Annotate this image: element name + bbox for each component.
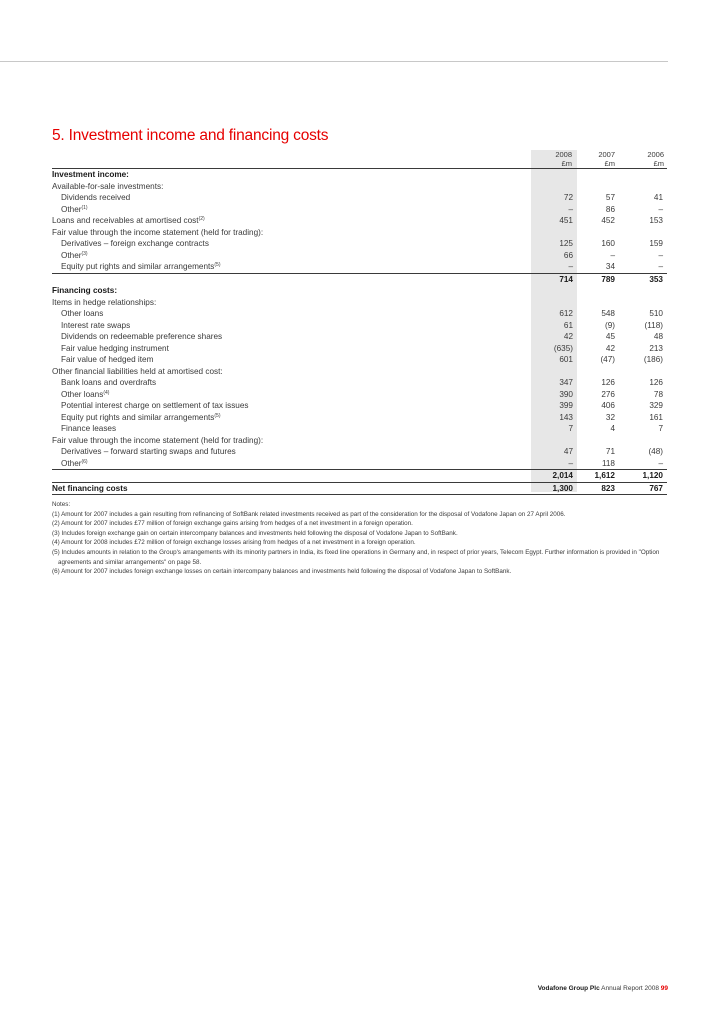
value-2008 <box>531 227 577 239</box>
notes-heading: Notes: <box>52 501 71 508</box>
table-row <box>52 366 667 378</box>
row-label <box>52 308 531 320</box>
value-2007: 823 <box>577 482 619 495</box>
value-2008: 612 <box>559 309 573 318</box>
table-row <box>52 423 667 435</box>
row-label <box>52 377 531 389</box>
row-label-text: Available-for-sale investments: <box>52 181 164 191</box>
row-label <box>52 366 531 378</box>
note-item: (2) Amount for 2007 includes £77 million of foreign exchange gains arising from hedges of a net investment in a foreign operation. <box>52 520 413 528</box>
value-2007: 118 <box>601 458 615 468</box>
table-row <box>52 308 667 320</box>
value-2006 <box>619 435 667 447</box>
value-2008: 66 <box>563 250 573 260</box>
row-label-text: Fair value of hedged item <box>61 355 154 364</box>
financial-table <box>52 168 667 495</box>
table-row <box>52 181 667 193</box>
row-label <box>52 435 531 447</box>
row-label-text: Other <box>61 204 82 214</box>
row-label-text: Financing costs: <box>52 286 118 295</box>
value-2008: 72 <box>563 193 573 202</box>
value-2007: 160 <box>601 239 615 248</box>
column-unit: £m <box>653 159 664 168</box>
footnote-marker: (2) <box>198 216 205 222</box>
value-2006: 153 <box>649 216 663 225</box>
row-label-text: Derivatives – forward starting swaps and futures <box>61 447 236 456</box>
value-2007: (47) <box>600 355 615 364</box>
footnote-marker: (3) <box>81 250 88 257</box>
column-unit: £m <box>604 159 615 168</box>
value-2008: – <box>568 262 573 271</box>
table-row <box>52 250 667 262</box>
row-label-text: Net financing costs <box>52 483 128 493</box>
value-2007: 126 <box>601 378 615 387</box>
value-2006: 767 <box>619 482 667 495</box>
row-label <box>52 169 531 181</box>
value-2007: – <box>610 250 615 260</box>
financial-table-body <box>52 169 667 495</box>
table-row <box>52 331 667 343</box>
value-2006 <box>619 285 667 297</box>
row-label-text: Derivatives – foreign exchange contracts <box>61 239 209 248</box>
value-2007: 34 <box>605 262 615 271</box>
note-item: (1) Amount for 2007 includes a gain resulting from refinancing of SoftBank related investments received as part of the consideration for the disposal of Vodafone Japan on 27 April 2006. <box>52 510 566 518</box>
row-label-text: Equity put rights and similar arrangements <box>61 412 215 422</box>
note-item: (5) Includes amounts in relation to the Group's arrangements with its minority partners in India, its fixed line operations in Germany and, in respect of prior years, Telecom Egypt. Further information is provided in "Option agreements and similar arrangements" on page 58. <box>52 548 660 566</box>
row-label-text: Potential interest charge on settlement of tax issues <box>61 401 249 410</box>
table-row <box>52 261 667 273</box>
section-header-row <box>52 285 667 297</box>
value-2006: – <box>658 262 663 271</box>
row-label <box>52 192 531 204</box>
row-label <box>52 204 531 216</box>
row-label-text: Other financial liabilities held at amortised cost: <box>52 366 223 376</box>
value-2006 <box>619 169 667 181</box>
footer-brand: Vodafone Group Plc <box>537 985 600 992</box>
value-2006: 126 <box>649 378 663 387</box>
footnote-marker: (5) <box>214 262 221 268</box>
value-2006 <box>619 297 667 309</box>
footnote-marker: (5) <box>214 412 221 419</box>
row-label-text: Finance leases <box>61 424 117 433</box>
row-label-text: Dividends on redeemable preference shares <box>61 332 223 341</box>
row-label <box>52 227 531 239</box>
value-2006: 7 <box>658 424 663 433</box>
section-title: 5. Investment income and financing costs <box>52 127 329 144</box>
table-row <box>52 192 667 204</box>
table-row <box>52 377 667 389</box>
column-year: 2006 <box>647 150 664 159</box>
row-label <box>52 285 531 297</box>
value-2006: 329 <box>649 401 663 410</box>
row-label <box>52 482 531 495</box>
value-2008 <box>531 181 577 193</box>
row-label <box>52 297 531 309</box>
row-label <box>52 181 531 193</box>
row-label <box>52 273 531 285</box>
value-2007 <box>577 285 619 297</box>
value-2008: 7 <box>568 424 573 433</box>
row-label <box>52 423 531 435</box>
note-item: (4) Amount for 2008 includes £72 million of foreign exchange losses arising from hedges of a net investment in a foreign operation. <box>52 539 416 547</box>
value-2007 <box>577 169 619 181</box>
value-2008 <box>531 366 577 378</box>
table-row <box>52 435 667 447</box>
value-2006: 48 <box>653 332 663 341</box>
value-2008: 714 <box>531 273 577 285</box>
table-row <box>52 412 667 424</box>
value-2007: 57 <box>605 193 615 202</box>
table-row <box>52 227 667 239</box>
value-2006: 161 <box>649 412 663 422</box>
value-2008: 390 <box>559 389 573 399</box>
value-2008: 451 <box>559 216 573 225</box>
value-2008: 125 <box>559 239 573 248</box>
value-2006: (48) <box>648 447 663 456</box>
value-2008: 47 <box>563 447 573 456</box>
row-label <box>52 250 531 262</box>
value-2008: 601 <box>559 355 573 364</box>
value-2007: (9) <box>604 320 615 330</box>
table-row <box>52 204 667 216</box>
row-label-text: Other loans <box>61 309 104 318</box>
value-2006: 510 <box>649 309 663 318</box>
value-2008: 347 <box>559 378 573 387</box>
row-label-text: Items in hedge relationships: <box>52 297 157 307</box>
value-2007 <box>577 297 619 309</box>
value-2006: 41 <box>653 193 663 202</box>
row-label <box>52 215 531 227</box>
value-2007 <box>577 366 619 378</box>
subtotal-row <box>52 470 667 483</box>
table-row <box>52 297 667 309</box>
value-2006: 353 <box>619 273 667 285</box>
row-label-text: Other loans <box>61 389 104 399</box>
net-total-row <box>52 482 667 495</box>
page-footer <box>538 985 668 992</box>
column-year: 2008 <box>555 150 572 159</box>
value-2007: 86 <box>605 204 615 214</box>
value-2007: 406 <box>601 401 615 410</box>
section-header-row <box>52 169 667 181</box>
value-2008: – <box>568 458 573 468</box>
table-row <box>52 389 667 401</box>
value-2008: 1,300 <box>531 482 577 495</box>
row-label <box>52 400 531 412</box>
value-2008: 143 <box>559 412 573 422</box>
table-row <box>52 320 667 332</box>
column-header-2008 <box>531 150 572 168</box>
row-label-text: Bank loans and overdrafts <box>61 378 157 387</box>
value-2006: 78 <box>653 389 663 399</box>
value-2006 <box>619 366 667 378</box>
row-label <box>52 238 531 250</box>
subtotal-row <box>52 273 667 285</box>
value-2007: 1,612 <box>577 470 619 483</box>
row-label <box>52 389 531 401</box>
row-label-text: Other <box>61 250 82 260</box>
row-label-text: Fair value hedging instrument <box>61 343 169 353</box>
note-item: (6) Amount for 2007 includes foreign exchange losses on certain intercompany balances and investments held following the disposal of Vodafone Japan to SoftBank. <box>52 568 512 576</box>
table-row <box>52 215 667 227</box>
footnote-marker: (6) <box>81 458 88 465</box>
value-2007: 789 <box>577 273 619 285</box>
row-label <box>52 343 531 355</box>
value-2008: 61 <box>563 320 573 330</box>
value-2008: – <box>568 204 573 214</box>
value-2006 <box>619 227 667 239</box>
column-header-2006 <box>621 150 664 168</box>
value-2006: 159 <box>649 239 663 248</box>
value-2008 <box>531 435 577 447</box>
table-row <box>52 354 667 366</box>
value-2007: 548 <box>601 309 615 318</box>
row-label <box>52 458 531 470</box>
value-2008: 2,014 <box>531 470 577 483</box>
value-2008 <box>531 169 577 181</box>
row-label <box>52 354 531 366</box>
value-2006: 213 <box>649 343 663 353</box>
value-2006: (186) <box>643 355 663 364</box>
row-label <box>52 320 531 332</box>
row-label <box>52 446 531 458</box>
note-item: (3) Includes foreign exchange gain on certain intercompany balances and investments held following the disposal of Vodafone Japan to SoftBank. <box>52 529 458 537</box>
value-2007: 452 <box>601 216 615 225</box>
value-2006: (118) <box>644 320 663 330</box>
value-2006: – <box>658 458 663 468</box>
row-label <box>52 412 531 424</box>
value-2008: 42 <box>563 332 573 341</box>
value-2008 <box>531 285 577 297</box>
value-2007: 71 <box>605 447 615 456</box>
table-row <box>52 400 667 412</box>
value-2006 <box>619 181 667 193</box>
row-label <box>52 261 531 273</box>
table-row <box>52 238 667 250</box>
row-label-text: Fair value through the income statement (held for trading): <box>52 227 264 237</box>
table-row <box>52 458 667 470</box>
value-2007: 4 <box>610 424 615 433</box>
row-label-text: Investment income: <box>52 170 129 179</box>
value-2008 <box>531 297 577 309</box>
column-unit: £m <box>561 159 572 168</box>
row-label-text: Other <box>61 458 82 468</box>
value-2007: 276 <box>601 389 615 399</box>
row-label-text: Fair value through the income statement (held for trading): <box>52 435 264 445</box>
notes-section <box>52 500 672 577</box>
value-2008: (635) <box>553 343 573 353</box>
value-2007 <box>577 227 619 239</box>
value-2006: 1,120 <box>619 470 667 483</box>
row-label-text: Dividends received <box>61 193 131 202</box>
top-rule <box>0 61 668 62</box>
value-2007: 32 <box>605 412 615 422</box>
footer-report: Annual Report 2008 <box>599 985 661 992</box>
table-row <box>52 343 667 355</box>
row-label-text: Equity put rights and similar arrangements <box>61 262 215 271</box>
row-label-text: Interest rate swaps <box>61 320 131 330</box>
footnote-marker: (4) <box>103 389 110 396</box>
row-label <box>52 331 531 343</box>
footnote-marker: (1) <box>81 204 88 211</box>
value-2007: 42 <box>605 343 615 353</box>
row-label-text: Loans and receivables at amortised cost <box>52 216 199 225</box>
column-year: 2007 <box>598 150 615 159</box>
table-row <box>52 446 667 458</box>
value-2007 <box>577 181 619 193</box>
value-2008: 399 <box>559 401 573 410</box>
row-label <box>52 470 531 483</box>
value-2007: 45 <box>605 332 615 341</box>
value-2007 <box>577 435 619 447</box>
page-number: 99 <box>660 985 668 992</box>
column-header-2007 <box>577 150 615 168</box>
value-2006: – <box>658 204 663 214</box>
value-2006: – <box>658 250 663 260</box>
